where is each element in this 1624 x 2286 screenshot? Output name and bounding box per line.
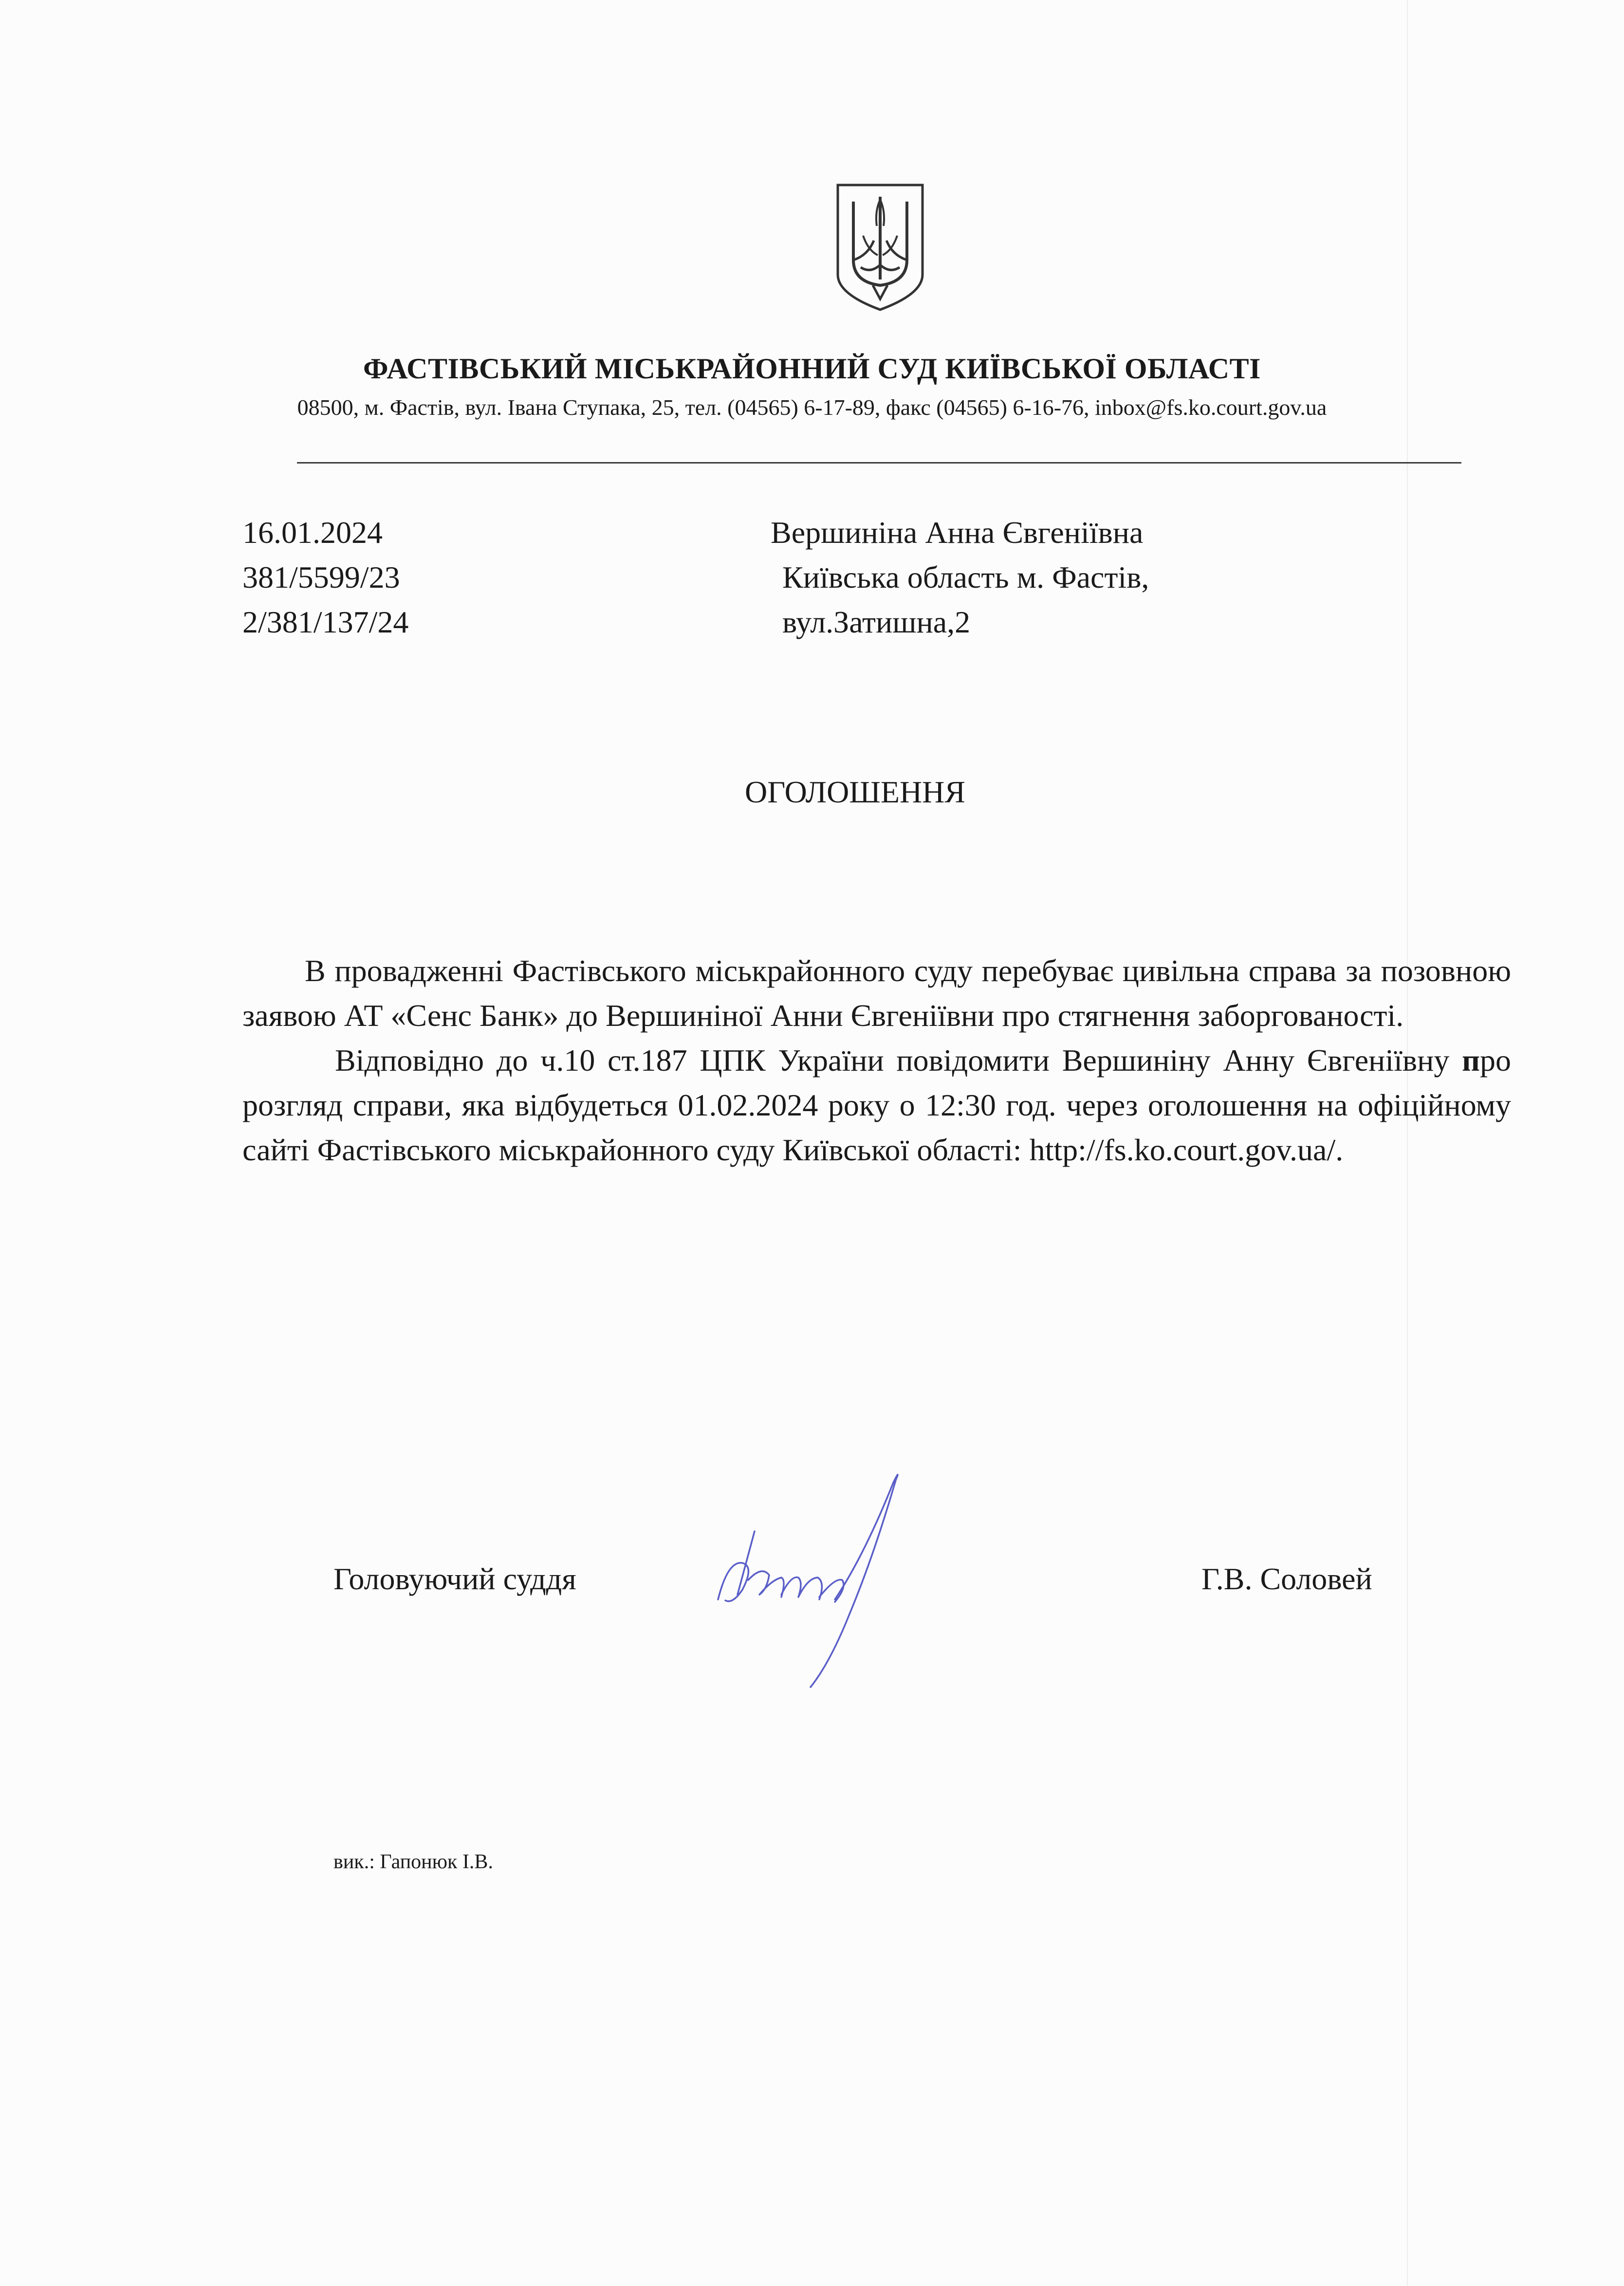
case-number: 381/5599/23 [242,560,400,595]
signatory-name: Г.В. Соловей [1201,1561,1372,1596]
document-body [242,948,1511,1172]
body-paragraph-2-bold: п [1462,1043,1480,1078]
body-paragraph-1: В провадженні Фастівського міськрайонного суду перебуває цивільна справа за позовною заявою АТ «Сенс Банк» до Вершиніної Анни Євгеніївни про стягнення заборгованості. [242,953,1511,1033]
court-name: ФАСТІВСЬКИЙ МІСЬКРАЙОННИЙ СУД КИЇВСЬКОЇ ОБЛАСТІ [363,353,1261,385]
body-paragraph-2-end: ро розгляд справи, яка відбудеться 01.02.2024 року о 12:30 год. через оголошення на офіційному сайті Фастівського міськрайонного суду Київської області: http://fs.ko.court.gov.ua/. [242,1043,1511,1167]
executor-note: вик.: Гапонюк І.В. [333,1851,493,1873]
recipient-block [771,510,1149,645]
court-address-line: 08500, м. Фастів, вул. Івана Ступака, 25, тел. (04565) 6-17-89, факс (04565) 6-16-76, inbox@fs.ko.court.gov.ua [297,395,1327,420]
body-paragraph-2 [242,1038,1511,1172]
handwritten-signature [708,1458,1000,1692]
body-paragraph-2-start: Відповідно до ч.10 ст.187 ЦПК України повідомити Вершиніну Анну Євгеніївну [335,1043,1462,1078]
recipient-name: Вершиніна Анна Євгеніївна [771,515,1144,550]
outgoing-number: 2/381/137/24 [242,605,409,639]
recipient-address-line2: вул.Затишна,2 [782,605,971,639]
document-title: ОГОЛОШЕННЯ [745,775,966,809]
header-divider [297,462,1461,464]
document-meta [242,510,408,645]
trident-coat-of-arms-icon [834,182,926,313]
recipient-address-line1: Київська область м. Фастів, [782,560,1149,595]
signatory-role: Головуючий суддя [333,1561,576,1596]
document-date: 16.01.2024 [242,515,383,550]
